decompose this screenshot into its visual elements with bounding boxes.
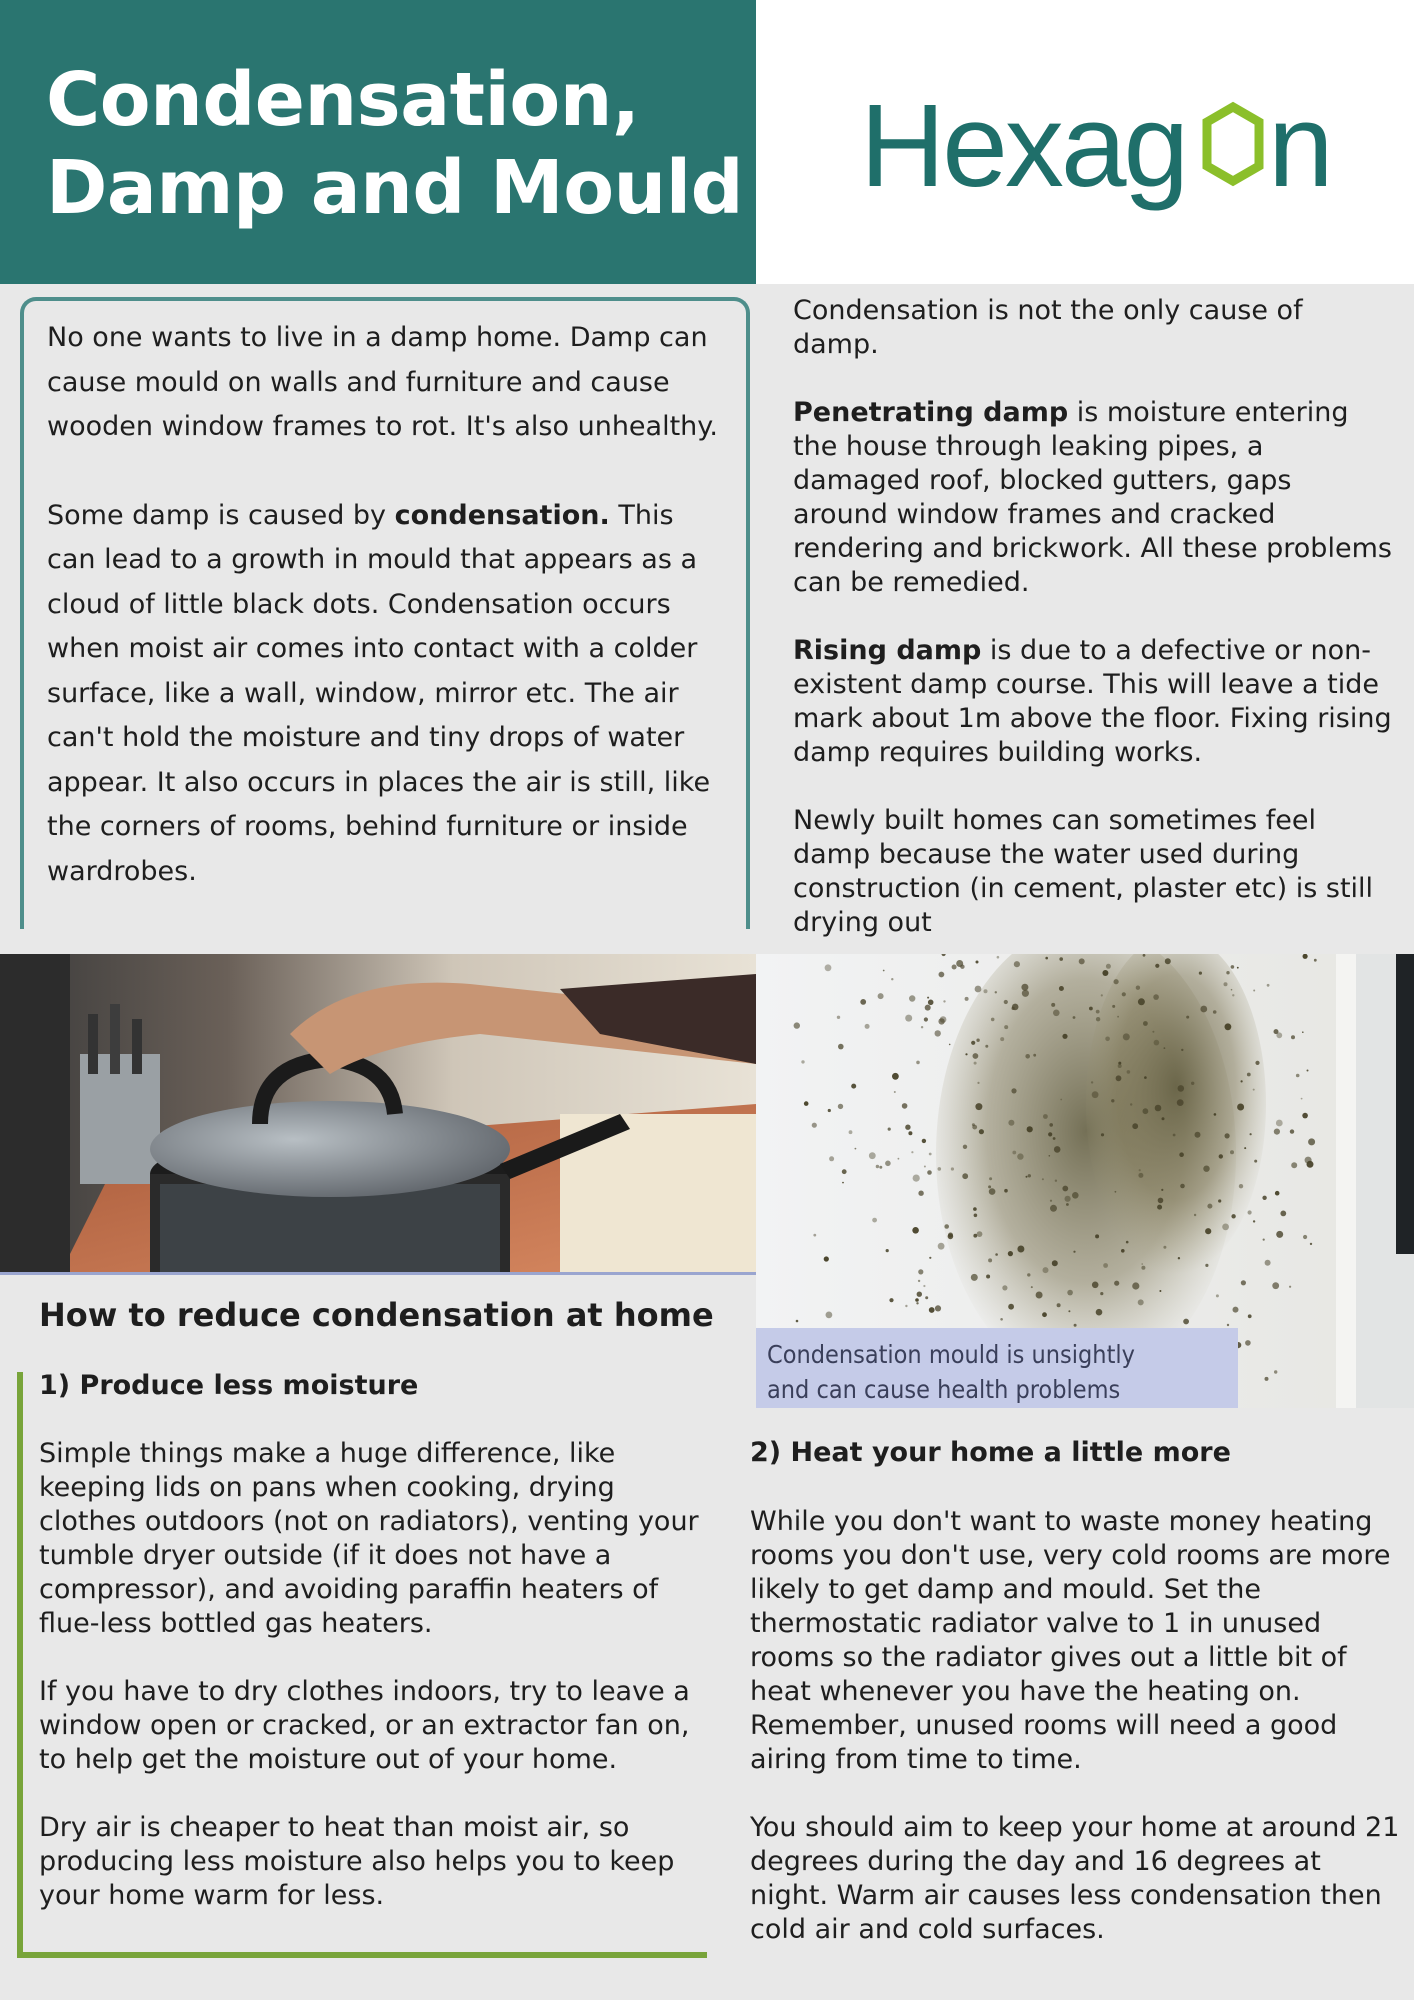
tip-2-heading: 2) Heat your home a little more xyxy=(750,1437,1231,1468)
tip-1-text xyxy=(39,1437,719,1913)
logo-text-n: n xyxy=(1268,80,1334,212)
new-homes-paragraph: Newly built homes can sometimes feel damp because the water used during construction (in cement, plaster etc) is still drying out xyxy=(793,805,1374,938)
cooking-pot-photo xyxy=(0,954,756,1274)
rising-damp-paragraph: Rising damp is due to a defective or non-existent damp course. This will leave a tide mark about 1m above the floor. Fixing rising damp requires building works. xyxy=(793,635,1392,768)
tip-2-paragraph-2: You should aim to keep your home at around 21 degrees during the day and 16 degrees at night. Warm air causes less condensation then cold air and cold surfaces. xyxy=(750,1812,1400,1945)
tip-1-paragraph-2: If you have to dry clothes indoors, try to leave a window open or cracked, or an extractor fan on, to help get the moisture out of your home. xyxy=(39,1676,690,1775)
intro-paragraph-2: Some damp is caused by condensation. This can lead to a growth in mould that appears as a cloud of little black dots. Condensation occurs when moist air comes into contact with a colder surface, like a wall, window, mirror etc. The air can't hold the moisture and tiny drops of water appear. It also occurs in places the air is still, like the corners of rooms, behind furniture or inside wardrobes. xyxy=(47,499,711,887)
title-line-1: Condensation, xyxy=(46,57,640,143)
caption-line-2: and can cause health problems xyxy=(767,1375,1121,1404)
green-accent-horizontal xyxy=(17,1952,707,1958)
causes-intro: Condensation is not the only cause of damp. xyxy=(793,295,1303,360)
photo-divider xyxy=(0,1272,756,1275)
tip-2-paragraph-1: While you don't want to waste money heating rooms you don't use, very cold rooms are more likely to get damp and mould. Set the thermostatic radiator valve to 1 in unused rooms so the radiator gives out a little bit of heat whenever you have the heating on. Remember, unused rooms will need a good airing from time to time. xyxy=(750,1506,1391,1775)
tip-1-heading: 1) Produce less moisture xyxy=(39,1370,419,1401)
hexagon-logo xyxy=(756,0,1414,284)
page-title xyxy=(46,56,743,232)
tips-heading: How to reduce condensation at home xyxy=(39,1296,714,1334)
title-banner xyxy=(0,0,756,284)
caption-line-1: Condensation mould is unsightly xyxy=(767,1340,1135,1369)
tip-1-paragraph-3: Dry air is cheaper to heat than moist air, so producing less moisture also helps you to keep your home warm for less. xyxy=(39,1812,675,1911)
title-line-2: Damp and Mould xyxy=(46,145,744,231)
damp-causes-text xyxy=(793,294,1393,940)
tip-2-text xyxy=(750,1505,1405,1947)
mould-photo-caption xyxy=(756,1328,1238,1408)
logo-hexagon-icon xyxy=(1207,107,1259,181)
logo-area xyxy=(756,0,1414,284)
tip-1-paragraph-1: Simple things make a huge difference, like keeping lids on pans when cooking, drying clothes outdoors (not on radiators), venting your tumble dryer outside (if it does not have a compressor), and avoiding paraffin heaters of flue-less bottled gas heaters. xyxy=(39,1438,699,1639)
intro-text xyxy=(47,316,727,894)
penetrating-damp-paragraph: Penetrating damp is moisture entering the house through leaking pipes, a damaged roof, blocked gutters, gaps around window frames and cracked rendering and brickwork. All these problems can be remedied. xyxy=(793,397,1392,598)
intro-paragraph-1: No one wants to live in a damp home. Damp can cause mould on walls and furniture and cause wooden window frames to rot. It's also unhealthy. xyxy=(47,322,719,442)
logo-text-hex: Hexag xyxy=(860,80,1187,212)
green-accent-vertical xyxy=(17,1372,23,1958)
